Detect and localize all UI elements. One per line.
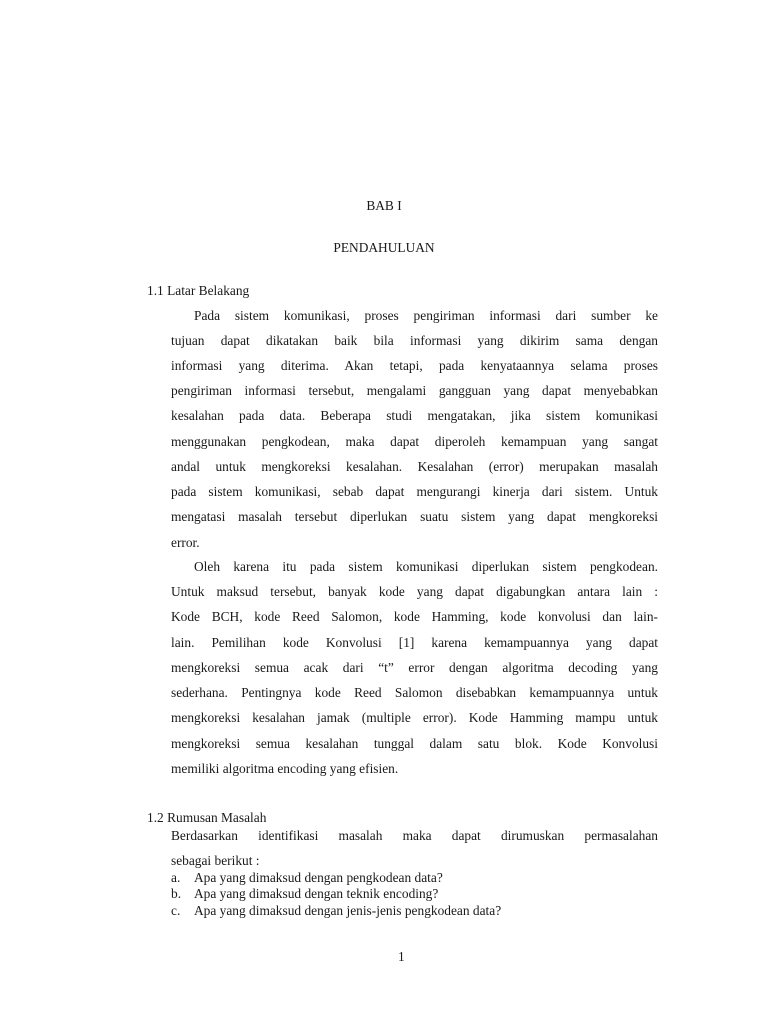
paragraph-line: lain. Pemilihan kode Konvolusi [1] karena kemampuannya yang dapat	[171, 635, 658, 650]
list-item-text: Apa yang dimaksud dengan jenis-jenis pengkodean data?	[194, 903, 502, 918]
paragraph-line: andal untuk mengkoreksi kesalahan. Kesalahan (error) merupakan masalah	[171, 459, 658, 474]
paragraph-line: mengkoreksi semua kesalahan tunggal dalam satu blok. Kode Konvolusi	[171, 736, 658, 751]
paragraph-line: sederhana. Pentingnya kode Reed Salomon disebabkan kemampuannya untuk	[171, 685, 658, 700]
paragraph-line: Untuk maksud tersebut, banyak kode yang dapat digabungkan antara lain :	[171, 584, 658, 599]
section-heading-latar-belakang: 1.1 Latar Belakang	[147, 283, 250, 298]
chapter-label: BAB I	[366, 198, 402, 213]
paragraph-line: pengiriman informasi tersebut, mengalami gangguan yang dapat menyebabkan	[171, 383, 658, 398]
paragraph-line: error.	[171, 535, 200, 550]
paragraph-line: sebagai berikut :	[171, 853, 260, 868]
paragraph-line: Kode BCH, kode Reed Salomon, kode Hamming, kode konvolusi dan lain-	[171, 609, 658, 624]
section-heading-rumusan-masalah: 1.2 Rumusan Masalah	[147, 810, 267, 825]
paragraph-line: Pada sistem komunikasi, proses pengiriman informasi dari sumber ke	[194, 308, 658, 323]
list-item-text: Apa yang dimaksud dengan pengkodean data?	[194, 870, 443, 885]
page-number: 1	[398, 949, 405, 964]
paragraph-line: kesalahan pada data. Beberapa studi mengatakan, jika sistem komunikasi	[171, 408, 658, 423]
paragraph-line: Oleh karena itu pada sistem komunikasi diperlukan sistem pengkodean.	[194, 559, 658, 574]
paragraph-line: Berdasarkan identifikasi masalah maka dapat dirumuskan permasalahan	[171, 828, 658, 843]
list-item-marker: b.	[171, 886, 182, 901]
paragraph-line: menggunakan pengkodean, maka dapat diperoleh kemampuan yang sangat	[171, 434, 658, 449]
list-item-marker: c.	[171, 903, 181, 918]
paragraph-line: mengkoreksi semua acak dari “t” error dengan algoritma decoding yang	[171, 660, 658, 675]
chapter-title: PENDAHULUAN	[333, 240, 435, 255]
paragraph-line: memiliki algoritma encoding yang efisien.	[171, 761, 399, 776]
list-item-marker: a.	[171, 870, 181, 885]
paragraph-line: mengkoreksi kesalahan jamak (multiple error). Kode Hamming mampu untuk	[171, 710, 658, 725]
paragraph-line: informasi yang diterima. Akan tetapi, pada kenyataannya selama proses	[171, 358, 658, 373]
paragraph-line: mengatasi masalah tersebut diperlukan suatu sistem yang dapat mengkoreksi	[171, 509, 658, 524]
list-item-text: Apa yang dimaksud dengan teknik encoding?	[194, 886, 439, 901]
paragraph-line: tujuan dapat dikatakan baik bila informasi yang dikirim sama dengan	[171, 333, 658, 348]
paragraph-line: pada sistem komunikasi, sebab dapat mengurangi kinerja dari sistem. Untuk	[171, 484, 658, 499]
